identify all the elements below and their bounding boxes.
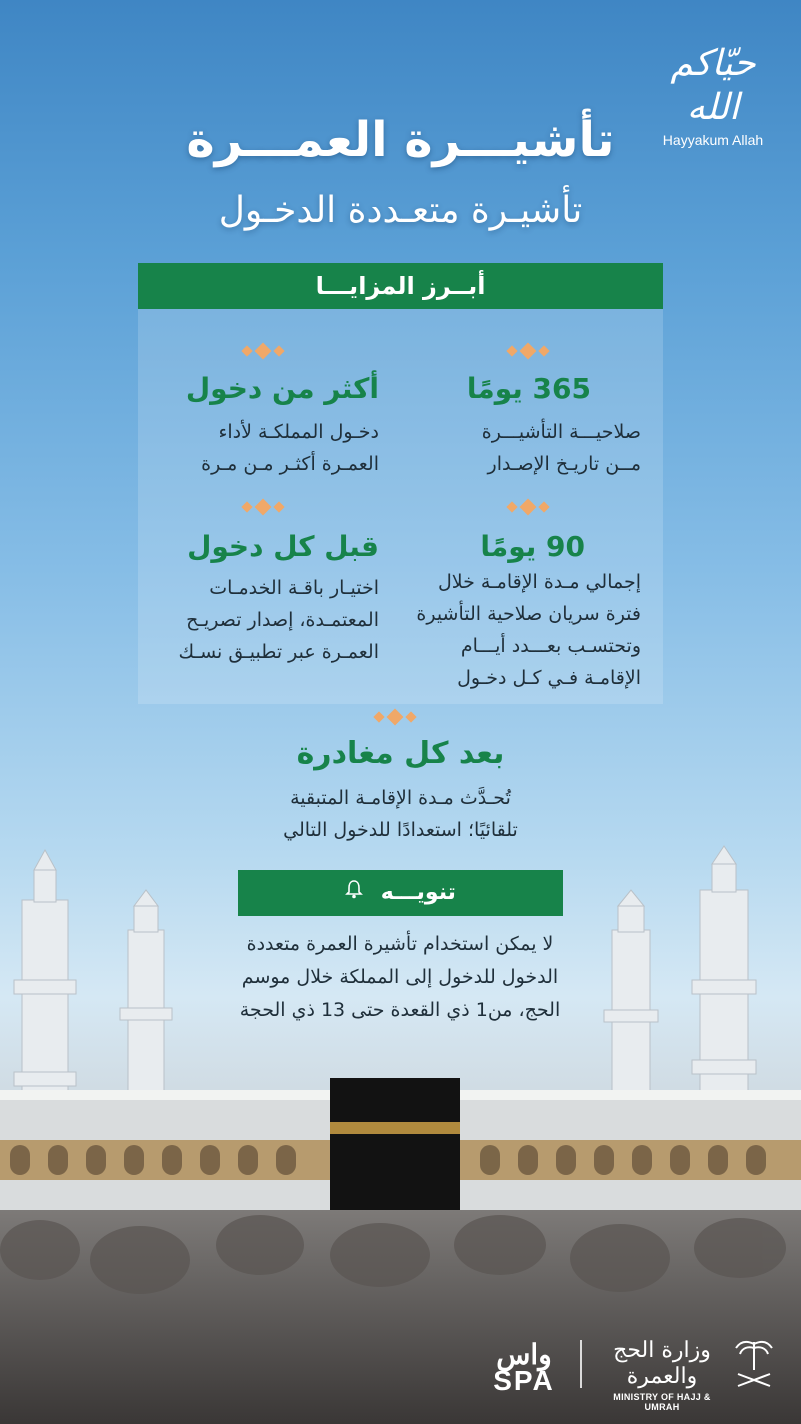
benefits-header: أبــرز المزايـــا	[138, 263, 663, 309]
card-90-body	[416, 566, 641, 694]
card-line: المعتمـدة، إصدار تصريـح	[186, 609, 379, 631]
card-line: فترة سريان صلاحية التأشيرة	[416, 603, 641, 625]
diamond-ornament-icon	[505, 340, 551, 356]
card-line: الإقامـة فـي كـل دخـول	[457, 667, 641, 689]
spa-logo-top: واس	[496, 1339, 552, 1370]
diamond-ornament-icon	[505, 496, 551, 512]
spa-logo-bottom: SPA	[493, 1365, 555, 1396]
card-multi-entry-body	[201, 416, 379, 480]
card-line: تلقائيًا؛ استعدادًا للدخول التالي	[283, 819, 518, 841]
card-line: صلاحيـــة التأشيـــرة	[481, 421, 641, 443]
card-line: دخـول المملكـة لأداء	[218, 421, 379, 443]
notice-line: الحج، من1 ذي القعدة حتى 13 ذي الحجة	[239, 999, 561, 1021]
card-line: مــن تاريـخ الإصـدار	[487, 453, 641, 475]
card-365-body	[482, 416, 641, 480]
card-before-entry-body	[179, 572, 379, 668]
notice-header	[238, 870, 563, 916]
notice-label: تنويـــه	[380, 880, 456, 905]
card-90-title: 90 يومًا	[480, 530, 585, 563]
logo-english: Hayyakum Allah	[662, 132, 764, 148]
notice-body	[230, 928, 570, 1027]
footer-logos	[0, 1320, 801, 1424]
card-multi-entry-title: أكثر من دخول	[185, 372, 379, 405]
page-title: تأشيـــرة العمـــرة	[186, 112, 615, 168]
card-line: اختيـار باقـة الخدمـات	[209, 577, 379, 599]
card-before-entry-title: قبل كل دخول	[187, 530, 379, 563]
card-line: وتحتسـب بعـــدد أيـــام	[460, 635, 641, 657]
bell-icon	[345, 870, 363, 916]
card-365-title: 365 يومًا	[466, 372, 591, 405]
ministry-arabic: وزارة الحج والعمرة	[613, 1338, 711, 1389]
ministry-english: MINISTRY OF HAJJ & UMRAH	[613, 1392, 711, 1412]
diamond-ornament-icon	[372, 706, 418, 722]
ministry-logo	[600, 1338, 724, 1412]
spa-logo	[486, 1339, 562, 1396]
card-line: العمـرة أكثـر مـن مـرة	[201, 453, 379, 475]
card-line: إجمالي مـدة الإقامـة خلال	[437, 571, 641, 593]
kaaba	[330, 1078, 460, 1218]
card-after-exit-title: بعد كل مغادرة	[296, 736, 505, 771]
card-line: العمـرة عبر تطبيـق نسـك	[178, 641, 379, 663]
logo-arabic: حيّاكم الله	[670, 43, 756, 128]
saudi-emblem-icon	[730, 1334, 778, 1394]
notice-line: الدخول للدخول إلى المملكة خلال موسم	[241, 966, 559, 988]
notice-line: لا يمكن استخدام تأشيرة العمرة متعددة	[246, 933, 554, 955]
diamond-ornament-icon	[240, 496, 286, 512]
card-after-exit-body	[0, 782, 801, 846]
diamond-ornament-icon	[240, 340, 286, 356]
footer-divider	[580, 1340, 582, 1388]
card-line: تُحـدَّث مـدة الإقامـة المتبقية	[290, 787, 511, 809]
page-subtitle: تأشيـرة متعـددة الدخـول	[218, 190, 583, 231]
